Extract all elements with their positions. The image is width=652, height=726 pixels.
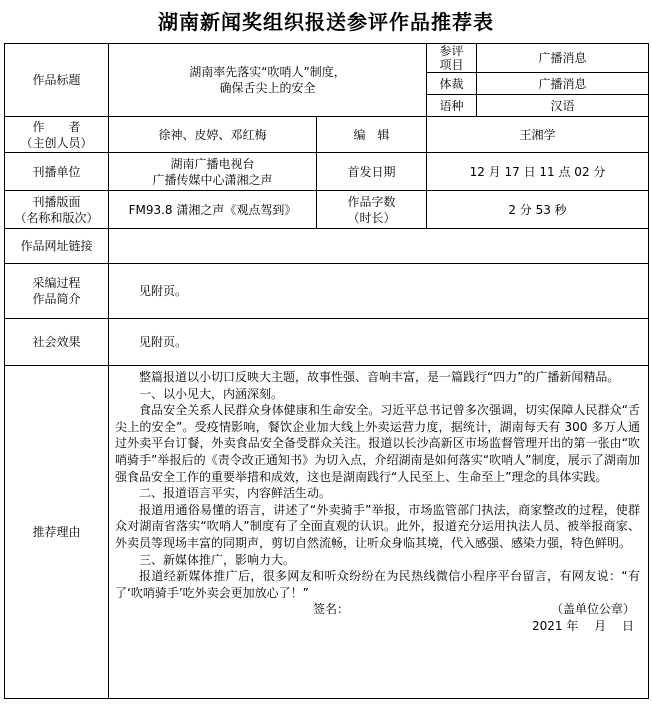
page-title: 湖南新闻奖组织报送参评作品推荐表 <box>158 10 494 34</box>
length-label <box>317 191 427 229</box>
row-process <box>5 264 649 319</box>
reason-paragraph: 报道用通俗易懂的语言，讲述了“外卖骑手”举报，市场监管部门执法，商家整改的过程，使群众对湖南省落实“吹哨人”制度有了全面直观的认识。此外，报道充分运用执法人员、被举报商家、外卖员等现场丰富的同期声，剪切自然流畅，让听众身临其境，代入感强、感染力强，特色鲜明。 <box>115 502 640 550</box>
editor-label: 编 辑 <box>317 117 427 153</box>
process-label-line2: 作品简介 <box>32 292 81 306</box>
work-title-value <box>109 44 427 117</box>
reason-paragraph: 整篇报道以小切口反映大主题，故事性强、音响丰富，是一篇践行“四力”的广播新闻精品。 <box>139 370 620 384</box>
category-label-line1: 参评 <box>439 44 464 58</box>
row-reason <box>5 366 649 699</box>
length-label-line2: （时长） <box>347 210 396 225</box>
reason-paragraph: 食品安全关系人民群众身体健康和生命安全。习近平总书记曾多次强调，切实保障人民群众“舌尖上的安全”。受疫情影响，餐饮企业加大线上外卖运营力度，据统计，湖南每天有 300 多万人通过外卖平台订餐，外卖食品安全备受群众关注。报道以长沙高新区市场监督管理开出的第一张由“吹哨骑手”举报后的《责令改正通知书》为切入点，介绍湖南是如何落实“吹哨人”制度，展示了湖南加强食品安全工作的重要举措和成效，这也是湖南践行“人民至上、生命至上”理念的具体实践。 <box>115 403 640 484</box>
reason-paragraph: 二、报道语言平实，内容鲜活生动。 <box>139 486 332 501</box>
effect-value: 见附页。 <box>109 319 649 366</box>
reason-paragraph: 报道经新媒体推广后，很多网友和听众纷纷在为民热线微信小程序平台留言，有网友说：“有了‘吹哨骑手’吃外卖会更加放心了！” <box>115 569 640 600</box>
url-label: 作品网址链接 <box>5 229 109 264</box>
length-label-line1: 作品字数 <box>347 194 396 209</box>
layout-label <box>5 191 109 229</box>
category-value: 广播消息 <box>477 44 649 73</box>
process-label <box>5 264 109 319</box>
recommendation-form <box>4 43 649 699</box>
layout-label-line1: 刊播版面 <box>32 194 81 209</box>
process-label-line1: 采编过程 <box>32 276 81 290</box>
layout-value: FM93.8 潇湘之声《观点驾到》 <box>109 191 317 229</box>
editor-value: 王湘学 <box>427 117 649 153</box>
work-title-line2: 确保舌尖上的安全 <box>219 81 316 95</box>
reason-value <box>109 366 649 699</box>
reason-paragraph: 三、新媒体推广，影响力大。 <box>139 552 296 567</box>
language-label: 语种 <box>427 95 477 117</box>
signature-label: 签名： <box>313 602 350 617</box>
publisher-value <box>109 153 317 191</box>
url-value <box>109 229 649 264</box>
layout-label-line2: （名称和版次） <box>14 210 99 225</box>
process-value: 见附页。 <box>109 264 649 319</box>
length-value: 2 分 53 秒 <box>427 191 649 229</box>
author-label-line1: 作 者 <box>32 119 81 134</box>
author-label <box>5 117 109 153</box>
row-work-title <box>5 44 649 73</box>
stamp-label: （盖单位公章） <box>557 602 636 617</box>
genre-label: 体裁 <box>427 73 477 95</box>
category-label-line2: 项目 <box>439 58 464 72</box>
author-label-line2: （主创人员） <box>20 135 93 150</box>
effect-label: 社会效果 <box>5 319 109 366</box>
row-publisher <box>5 153 649 191</box>
genre-value: 广播消息 <box>477 73 649 95</box>
reason-paragraph: 一、以小见大，内涵深刻。 <box>139 386 284 401</box>
publisher-line1: 湖南广播电视台 <box>170 156 255 171</box>
category-label <box>427 44 477 73</box>
row-effect <box>5 319 649 366</box>
publisher-label: 刊播单位 <box>5 153 109 191</box>
work-title-line1: 湖南率先落实“吹哨人”制度， <box>189 65 346 79</box>
author-value: 徐神、皮婷、邓红梅 <box>109 117 317 153</box>
language-value: 汉语 <box>477 95 649 117</box>
reason-label: 推荐理由 <box>5 366 109 699</box>
publisher-line2: 广播传媒中心潇湘之声 <box>152 172 273 187</box>
row-url <box>5 229 649 264</box>
work-title-label: 作品标题 <box>5 44 109 117</box>
row-layout <box>5 191 649 229</box>
first-release-label: 首发日期 <box>317 153 427 191</box>
date-line: 2021 年 月 日 <box>532 618 634 633</box>
signature-line <box>115 601 640 618</box>
row-author <box>5 117 649 153</box>
first-release-value: 12 月 17 日 11 点 02 分 <box>427 153 649 191</box>
